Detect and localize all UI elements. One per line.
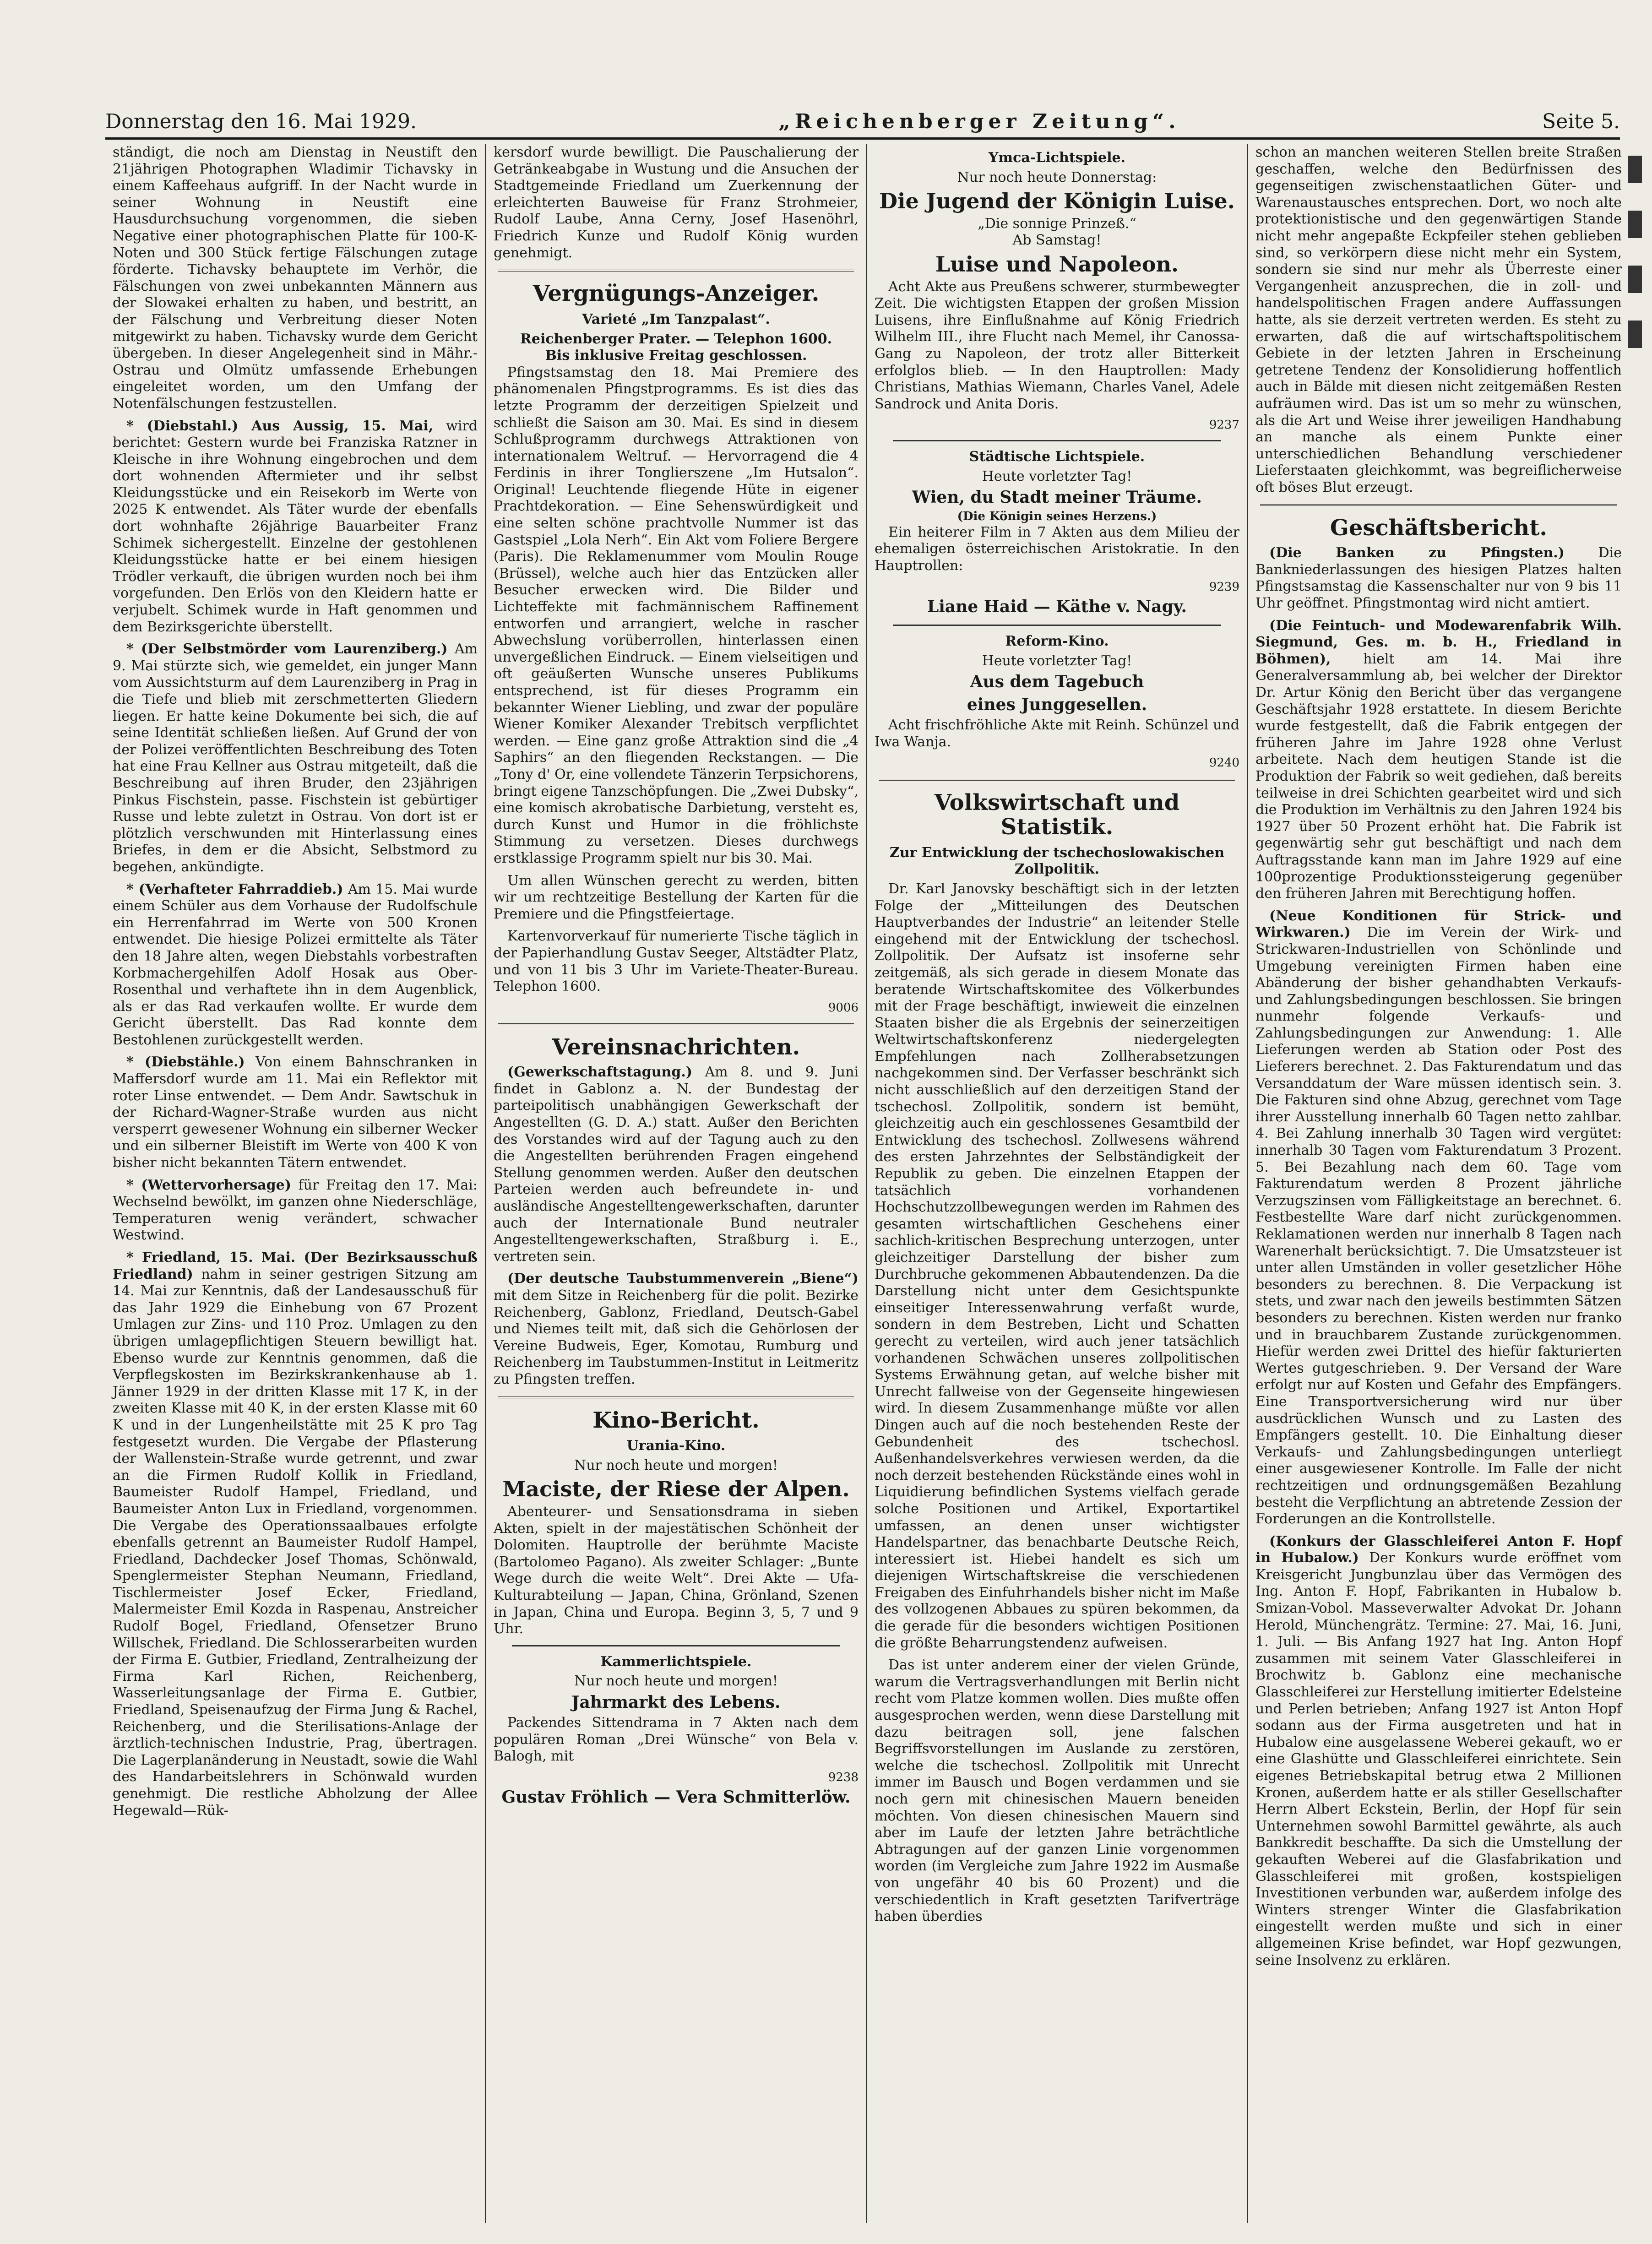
section-heading-associations: Vereinsnachrichten. xyxy=(552,1034,800,1060)
article-lead: (Konkurs der Glasschleiferei Anton F. Hopf in Hubalow.) xyxy=(1255,1533,1622,1566)
article-banks-pentecost xyxy=(1255,545,1622,612)
film-title-tagebuch-2: eines Junggesellen. xyxy=(967,695,1147,715)
article-customs-cont: schon an manchen weiteren Stellen breite Straßen geschaffen, welche den Bedürfnissen des gegenseitigen zwischenstaatlichen Güter- und Warenaustausches entsprechen. Dort, wo noch alte protektionistische und den gegenwärtigen Stande nicht mehr angepaßte Eckpfeiler stehen geblieben sind, so verkörpern diese nicht mehr ein System, sondern sie sind nur mehr als Überreste einer Vergangenheit anzusprechen, die in zoll- und handelspolitischen Fragen andere Auffassungen hatte, als sie derzeit vertreten werden. Es steht zu erwarten, daß die auf wirtschaftspolitischem Gebiete in der letzten Jahren in Erscheinung getretene Tendenz der Konsolidierung hoffentlich auch in Bälde mit diesen nicht zeitgemäßen Resten aufräumen wird. Das ist um so mehr zu wünschen, als die Art und Weise ihrer jeweiligen Handhabung an manche als einem Punkte einer unterschiedlichen Behandlung verschiedener Lieferstaaten gleichkommt, was begreiflicherweise oft böses Blut erzeugt. xyxy=(1255,144,1622,495)
article-suicide-laurenziberg xyxy=(113,641,478,875)
cinema-name-kammer: Kammerlichtspiele. xyxy=(600,1653,752,1670)
section-heading-business: Geschäftsbericht. xyxy=(1330,515,1548,541)
film-description: Acht Akte aus Preußens schwerer, sturmbewegter Zeit. Die wichtigsten Etappen der großen Mission Luisens, ihre Einflußnahme auf König Friedrich Wilhelm III., ihre Flucht nach Memel, ihr Canossa-Gang zu Napoleon, der trotz aller Bitterkeit erfolglos blieb. — In den Hauptrollen: Mady Christians, Mathias Wiemann, Charles Vanel, Adele Sandrock und Anita Doris. xyxy=(875,278,1239,412)
article-body: für Freitag den 17. Mai: Wechselnd bewölkt, im ganzen ohne Niederschläge, Temperaturen wenig verändert, schwacher Westwind. xyxy=(113,1177,478,1244)
article-thefts xyxy=(113,1054,478,1171)
article-body: mit dem Sitze in Reichenberg für die polit. Bezirke Reichenberg, Gablonz, Friedland, Deutsch-Gabel und Niemes teilt mit, daß sich die Gehörlosen der Vereine Budweis, Eger, Komotau, Rumburg und Reichenberg im Taubstummen-Institut in Leitmeritz zu Pfingsten treffen. xyxy=(494,1287,859,1387)
margin-mark xyxy=(1628,211,1642,238)
ad-rule xyxy=(512,1645,840,1646)
cinema-schedule: Ab Samstag! xyxy=(1012,232,1102,249)
variety-program: Pfingstsamstag den 18. Mai Premiere des phänomenalen Pfingstprogramms. Es ist dies das letzte Programm der derzeitigen Spielzeit und schließt die Saison am 30. Mai. Es sind in diesem Schlußprogramm durchwegs Attraktionen von internationalem Weltruf. — Hervorragend die 4 Ferdinis in ihrer Tonglierszene „Im Hutsalon“. Original! Leuchtende fliegende Hüte in eigener Prachtdekoration. — Eine Sehenswürdigkeit und eine selten schöne prachtvolle Nummer ist das Gastspiel „Lola Nerh“. Ein Akt vom Foliere Bergere (Paris). Die Reklamenummer vom Moulin Rouge (Brüssel), welche auch hier das Entzücken aller Besucher erwecken wird. Die Bilder und Lichteffekte mit fachmännischem Raffinement entworfen und arrangiert, welche in rascher Abwechslung vorüberrollen, hinterlassen einen unvergeßlichen Eindruck. — Einem vielseitigen und oft geäußerten Wunsche unseres Publikums entsprechend, ist für dieses Programm ein bekannter Wiener Liebling, und zwar der populäre Wiener Komiker Alexander Trebitsch verpflichtet werden. — Eine ganz große Attraktion sind die „4 Saphirs“ an den fliegenden Reckstangen. — Die „Tony d' Or, eine vollendete Tänzerin Terpsichorens, bringt eigene Tanzschöpfungen. Die „Zwei Dubsky“, eine komisch akrobatische Darbietung, versteht es, durch Kunst und Humor in die fröhlichste Stimmung zu versetzen. Dieses durchwegs erstklassige Programm spielt nur bis 30. Mai. xyxy=(494,364,859,866)
film-title-wien: Wien, du Stadt meiner Träume. xyxy=(912,488,1202,507)
article-knitwear-conditions xyxy=(1255,908,1622,1528)
section-heading-economy: Volkswirtschaft und Statistik. xyxy=(934,790,1180,840)
film-title-maciste: Maciste, der Riese der Alpen. xyxy=(502,1477,850,1502)
cinema-name-reform: Reform-Kino. xyxy=(1005,633,1109,650)
header-rule xyxy=(105,137,1620,140)
cinema-schedule: Heute vorletzter Tag! xyxy=(982,652,1132,669)
article-body: Von einem Bahnschranken in Maffersdorf wurde am 11. Mai ein Reflektor mit roter Linse entwendet. — Dem Andr. Sawtschuk in der Richard-Wagner-Straße wurden aus nicht versperrt gewesener Wohnung ein silberner Wecker und ein silberner Bleistift im Werte von 400 K von bisher nicht bekannten Tätern entwendet. xyxy=(113,1054,478,1171)
column-2 xyxy=(486,144,867,2223)
article-lead: * (Diebstähle.) xyxy=(126,1054,245,1070)
article-bicycle-thief xyxy=(113,881,478,1049)
section-rule xyxy=(498,1396,854,1398)
ad-number: 9006 xyxy=(828,1000,859,1015)
film-stars: Liane Haid — Käthe v. Nagy. xyxy=(927,597,1187,617)
cinema-name-urania: Urania-Kino. xyxy=(626,1438,726,1454)
article-body: hielt am 14. Mai ihre Generalversammlung ab, bei welcher der Direktor Dr. Artur König den Bericht über das vergangene Geschäftsjahr 1928 erstattete. In diesem Berichte wurde festgestellt, daß die Fabrik entgegen der früheren Jahre im Jahre 1928 ohne Verlust arbeitete. Nach dem heutigen Stande ist die Produktion der Fabrik so weit gediehen, daß bereits teilweise in drei Schichten gearbeitet wird und sich die Produktion im Verhältnis zu den Jahren 1924 bis 1927 über 50 Prozent erhöht hat. Die Fabrik ist gegenwärtig sehr gut beschäftigt und nach dem Auftragsstande kann man im Jahre 1929 auf eine 100prozentige Produktionssteigerung gegenüber den früheren Jahren mit Berechtigung hoffen. xyxy=(1255,651,1622,902)
article-customs-policy: Dr. Karl Janovsky beschäftigt sich in der letzten Folge der „Mitteilungen des Deutschen Hauptverbandes der Industrie“ an leitender Stelle eingehend mit der Entwicklung der tschechosl. Zollpolitik. Der Aufsatz ist insoferne sehr zeitgemäß, als sich gerade in diesem Monate das beratende Wirtschaftskomitee des Völkerbundes mit der Frage beschäftigt, inwieweit die einzelnen Staaten bisher die als Ergebnis der seinerzeitigen Weltwirtschaftskonferenz niedergelegten Empfehlungen nach Zollherabsetzungen nachgekommen sind. Der Verfasser beschränkt sich nicht ausschließlich auf den derzeitigen Stand der tschechosl. Zollpolitik, sondern ist bemüht, gleichzeitig auch ein geschlossenes Gesamtbild der Entwicklung des tschechosl. Zollwesens während des ersten Jahrzehntes der Selbständigkeit der Republik zu geben. Die einzelnen Etappen der tatsächlich vorhandenen Hochschutzzollbewegungen werden im Rahmen des gesamten wirtschaftlichen Geschehens einer sachlich-kritischen Besprechung unterzogen, unter gleichzeitiger Darstellung der bisher zum Durchbruche gekommenen Abbautendenzen. Da die Darstellung nicht unter dem Gesichtspunkte einseitiger Interessenwahrung verfaßt wurde, sondern in dem Bestreben, Licht und Schatten gerecht zu verteilen, wird auch jener tatsächlich vorhandenen Schwächen unseres zollpolitischen Systems Erwähnung getan, auf welche bisher mit Unrecht fallweise von der Gegenseite hingewiesen wird. In diesem Zusammenhange müßte vor allen Dingen auch auf die noch bestehenden Reste der Gebundenheit des tschechosl. Außenhandelsverkehres verwiesen werden, da die noch derzeit bestehenden Rückstände eines wohl in Liquidierung befindlichen Systems vielfach gerade solche Positionen und Artikel, Exportartikel umfassen, an denen unser wichtigster Handelspartner, das benachbarte Deutsche Reich, interessiert ist. Hiebei handelt es sich um diejenigen Wirtschaftskreise die verschiedenen Freigaben des Einfuhrhandels bisher nicht im Maße des vollzogenen Abbaues zu spüren bekommen, da die gerade für die besonders wichtigen Positionen die größte Beharrungstendenz aufweisen. xyxy=(875,880,1239,1651)
section-rule xyxy=(1260,504,1617,506)
cinema-schedule: Nur noch heute und morgen! xyxy=(574,1457,778,1473)
article-friedland-committee xyxy=(113,1250,478,1819)
article-heading-customs: Zur Entwicklung der tschechoslowakischen Zollpolitik. xyxy=(889,844,1225,878)
article-lead: (Der deutsche Taubstummenverein „Biene“) xyxy=(507,1271,859,1287)
ad-number: 9239 xyxy=(1209,580,1239,594)
column-3 xyxy=(867,144,1248,2223)
article-body: Die im Verein der Wirk- und Strickwaren-Industriellen von Schönlinde und Umgebung vereinigten Firmen haben eine Abänderung der bisher gehandhabten Verkaufs- und Zahlungsbedingungen beschlossen. Sie bringen nunmehr folgende Verkaufs- und Zahlungsbedingungen zur Anwendung: 1. Alle Lieferungen werden ab Station oder Post des Lieferers berechnet. 2. Das Fakturendatum und das Versanddatum der Ware müssen identisch sein. 3. Die Fakturen sind ohne Abzug, gerechnet vom Tage ihrer Ausstellung innerhalb 60 Tagen netto zahlbar. 4. Bei Zahlung innerhalb 30 Tagen wird vergütet: innerhalb 30 Tagen vom Fakturendatum 3 Prozent. 5. Bei Bezahlung nach dem 60. Tage vom Fakturendatum werden 8 Prozent jährliche Verzugszinsen vom Fälligkeitstage an berechnet. 6. Festbestellte Ware darf nicht zurückgenommen. Reklamationen werden nur innerhalb 8 Tagen nach Warenerhalt berücksichtigt. 7. Die Umsatzsteuer ist unter allen Umständen in voller gesetzlicher Höhe besonders zu berechnen. 8. Die Verpackung ist stets, und zwar nach den jeweils bestimmten Sätzen besonders zu berechnen. Kisten werden nur franko und in brauchbarem Zustande zurückgenommen. Hiefür werden zwei Drittel des hiefür fakturierten Wertes gutgeschrieben. 9. Der Versand der Ware erfolgt nur auf Kosten und Gefahr des Empfängers. Eine Transportversicherung wird nur über ausdrücklichen Wunsch und zu Lasten des Empfängers gestellt. 10. Die Einhaltung dieser Verkaufs- und Zahlungsbedingungen unterliegt einer ausgewiesener Kontrolle. Im Falle der nicht rechtzeitigen und ordnungsgemäßen Bezahlung besteht die Verpflichtung an abtretende Zession der Forderungen an die Kontrollstelle. xyxy=(1255,924,1622,1527)
article-lead: * (Der Selbstmörder vom Laurenziberg.) xyxy=(126,641,448,657)
article-theft-aussig xyxy=(113,418,478,636)
margin-mark xyxy=(1628,321,1642,348)
article-counterfeit-cont: ständigt, die noch am Dienstag in Neustift den 21jährigen Photographen Wladimir Tichavsky in einem Kaffeehaus aufgriff. In der Nacht wurde in seiner Wohnung in Neustift eine Hausdurchsuchung vorgenommen, die sieben Negative einer photographischen Platte für 100-K-Noten und 300 Stück fertige Fälschungen zutage förderte. Tichavsky behauptete im Verhör, die Fälschungen von zwei unbekannten Männern aus der Slowakei erhalten zu haben, und bestritt, an der Fälschung und Verbreitung dieser Noten mitgewirkt zu haben. Tichavsky wurde dem Gericht übergeben. In dieser Angelegenheit sind in Mähr.-Ostrau und Olmütz umfassende Erhebungen eingeleitet worden, um den Umfang der Notenfälschungen festzustellen. xyxy=(113,144,478,412)
article-body: Am 9. Mai stürzte sich, wie gemeldet, ein junger Mann vom Aussichtsturm auf dem Laurenziberg in Prag in die Tiefe und blieb mit zerschmetterten Gliedern liegen. Er hatte keine Dokumente bei sich, die auf seine Identität schließen ließen. Auf Grund der von der Polizei veröffentlichten Beschreibung des Toten hat eine Frau Kellner aus Ostrau mitgeteilt, daß die Beschreibung auf ihren Bruder, den 23jährigen Pinkus Fischstein, passe. Fischstein ist gebürtiger Russe und lebte zuletzt in Ostrau. Von dort ist er plötzlich verschwunden mit Hinterlassung eines Briefes, in dem er die Absicht, Selbstmord zu begehen, ankündigte. xyxy=(113,641,478,875)
film-title-jahrmarkt: Jahrmarkt des Lebens. xyxy=(571,1693,781,1712)
film-description: Packendes Sittendrama in 7 Akten nach dem populären Roman „Drei Wünsche“ von Bela v. Balogh, mit xyxy=(494,1714,859,1765)
section-rule xyxy=(498,270,854,272)
film-stars: Gustav Fröhlich — Vera Schmitterlöw. xyxy=(501,1788,851,1807)
article-body: nahm in seiner gestrigen Sitzung am 14. Mai zur Kenntnis, daß der Landesausschuß für das Jahr 1929 die Einhebung von 67 Prozent Umlagen zur Zins- und 110 Proz. Umlagen zu den übrigen umlagepflichtigen Steuern bewilligt hat. Ebenso wurde zur Kenntnis genommen, daß die Verpflegskosten im Bezirkskrankenhause ab 1. Jänner 1929 in der dritten Klasse mit 17 K, in der zweiten Klasse mit 40 K, in der ersten Klasse mit 60 K und in der Lungenheilstätte mit 25 K pro Tag festgesetzt wurden. Die Vergabe der Pflasterung der Wallenstein-Straße wurde getrennt, und zwar an die Firmen Rudolf Kollik in Friedland, Baumeister Rudolf Hampel, Friedland, und Baumeister Anton Lux in Friedland, vorgenommen. Die Vergabe des Operationssaalbaues erfolgte ebenfalls getrennt an Baumeister Rudolf Hampel, Friedland, Dachdecker Josef Thomas, Schönwald, Spenglermeister Stephan Neumann, Friedland, Tischlermeister Josef Ecker, Friedland, Malermeister Emil Kozda in Raspenau, Anstreicher Rudolf Bogel, Friedland, Ofensetzer Bruno Willschek, Friedland. Die Schlosserarbeiten wurden der Firma E. Gutbier, Friedland, Zentralheizung der Firma Karl Richen, Reichenberg, Wasserleitungsanlage der Firma E. Gutbier, Friedland, Speisenaufzug der Firma Jung & Rachel, Reichenberg, und die Sterilisations-Anlage der ärztlich-technischen Industrie, Prag, übertragen. Die Lagerplanänderung in Neustadt, sowie die Wahl des Handarbeitslehrers in Schönwald wurden genehmigt. Die restliche Abholzung der Allee Hegewald—Rük- xyxy=(113,1266,478,1819)
article-weather xyxy=(113,1177,478,1244)
cinema-name-ymca: Ymca-Lichtspiele. xyxy=(988,150,1126,166)
film-subtitle: (Die Königin seines Herzens.) xyxy=(957,510,1157,524)
article-body: Am 15. Mai wurde einem Schüler aus dem Vorhause der Rudolfschule ein Herrenfahrrad im Werte von 500 Kronen entwendet. Die hiesige Polizei ermittelte als Täter den 18 Jahre alten, wegen Diebstahls vorbestraften Korbmachergehilfen Adolf Hosak aus Ober-Rosenthal und verhaftete ihn in dem Augenblick, als er das Rad verkaufen wollte. Er wurde dem Gericht überstellt. Das Rad konnte dem Bestohlenen zurückgestellt werden. xyxy=(113,881,478,1048)
ad-number: 9238 xyxy=(828,1770,859,1784)
ad-rule xyxy=(893,625,1221,626)
cinema-name-staedtische: Städtische Lichtspiele. xyxy=(969,449,1145,465)
column-1 xyxy=(105,144,486,2223)
film-description: Acht frischfröhliche Akte mit Reinh. Schünzel und Iwa Wanja. xyxy=(875,717,1239,750)
article-lead: (Neue Konditionen für Strick- und Wirkwaren.) xyxy=(1255,907,1622,941)
column-4 xyxy=(1248,144,1629,2223)
article-siegmund-factory xyxy=(1255,618,1622,902)
article-lead: (Die Feintuch- und Modewarenfabrik Wilh. Siegmund, Ges. m. b. H., Friedland in Böhmen), xyxy=(1255,617,1622,667)
article-friedland-cont: kersdorf wurde bewilligt. Die Pauschalierung der Getränkeabgabe in Wustung und die Ansuchen der Stadtgemeinde Friedland um Zuerkennung der erleichterten Bauweise für Franz Strohmeier, Rudolf Laube, Anna Cerny, Josef Hasenöhrl, Friedrich Kunze und Rudolf König wurden genehmigt. xyxy=(494,144,859,261)
header-date: Donnerstag den 16. Mai 1929. xyxy=(105,110,417,133)
film-description: Abenteurer- und Sensationsdrama in sieben Akten, spielt in der majestätischen Schönheit der Dolomiten. Hauptrolle der berühmte Maciste (Bartolomeo Pagano). Als zweiter Schlager: „Bunte Wege durch die weite Welt“. Drei Akte — Ufa-Kulturabteilung — Japan, China, Grönland, Szenen in Japan, China und Europa. Beginn 3, 5, 7 und 9 Uhr. xyxy=(494,1504,859,1637)
section-heading-entertainment: Vergnügungs-Anzeiger. xyxy=(533,281,820,307)
film-subtitle: „Die sonnige Prinzeß.“ xyxy=(978,215,1136,232)
variety-heading: Varieté „Im Tanzpalast“. xyxy=(582,311,770,327)
variety-reservation: Um allen Wünschen gerecht zu werden, bitten wir um rechtzeitige Bestellung der Karten für die Premiere und die Pfingstfeiertage. xyxy=(494,872,859,922)
article-body: Die Bankniederlassungen des hiesigen Platzes halten Pfingstsamstag die Kassenschalter nur von 9 bis 11 Uhr geöffnet. Pfingstmontag wird nicht amtiert. xyxy=(1255,545,1622,612)
article-lead: * (Verhafteter Fahrraddieb.) xyxy=(126,881,343,897)
ad-number: 9240 xyxy=(1209,756,1239,770)
variety-location: Reichenberger Prater. — Telephon 1600. xyxy=(520,331,832,347)
variety-closed-notice: Bis inklusive Freitag geschlossen. xyxy=(545,348,807,364)
article-body: Der Konkurs wurde eröffnet vom Kreisgericht Jungbunzlau über das Vermögen des Ing. Anton F. Hopf, Fabrikanten in Hubalow b. Smizan-Vobol. Masseverwalter Advokat Dr. Johann Herold, Münchengrätz. Termine: 27. Mai, 16. Juni, 1. Juli. — Bis Anfang 1927 hat Ing. Anton Hopf zusammen mit seinem Vater Glasschleiferei in Brochwitz b. Gablonz eine mechanische Glasschleiferei zur Herstellung imitierter Edelsteine und Perlen betrieben; Anfang 1927 ist Anton Hopf sodann aus der Firma ausgetreten und hat in Hubalow eine ausgelassene Weberei gekauft, wo er eine Glashütte und Glasschleiferei einrichtete. Sein eigenes Betriebskapital betrug etwa 2 Millionen Kronen, außerdem hatte er als stiller Gesellschafter Herrn Albert Eckstein, Berlin, der Hopf für sein Unternehmen sowohl Barmittel gewährte, als auch Bankkredit beschaffte. Da sich die Umstellung der gekauften Weberei auf die Glasfabrikation und Glasschleiferei mit großen, kostspieligen Investitionen verbunden war, außerdem infolge des Winters strenger Winter die Glasfabrikation eingestellt werden mußte und sich in einer allgemeinen Krise befindet, war Hopf gezwungen, seine Insolvenz zu erklären. xyxy=(1255,1550,1622,1968)
article-lead: * (Diebstahl.) Aus Aussig, 15. Mai, xyxy=(126,418,434,434)
cinema-schedule: Heute vorletzter Tag! xyxy=(982,468,1132,484)
section-heading-cinema: Kino-Bericht. xyxy=(592,1407,760,1433)
header-newspaper-title: „Reichenberger Zeitung“. xyxy=(778,110,1180,133)
article-lead: * (Wettervorhersage) xyxy=(126,1177,291,1193)
margin-mark xyxy=(1628,156,1642,183)
film-title-napoleon: Luise und Napoleon. xyxy=(935,251,1179,277)
section-rule xyxy=(879,779,1235,781)
film-description: Ein heiterer Film in 7 Akten aus dem Milieu der ehemaligen österreichischen Aristokratie. In den Hauptrollen: xyxy=(875,524,1239,574)
header-page-number: Seite 5. xyxy=(1542,110,1620,133)
article-hopf-bankruptcy xyxy=(1255,1533,1622,1969)
article-body: wird berichtet: Gestern wurde bei Franziska Ratzner in Kleische in ihre Wohnung eingebrochen und dem dort wohnenden Aftermieter und ihr selbst Kleidungsstücke und ein Reisekorb im Werte von 2025 K entwendet. Als Täter wurde der ebenfalls dort wohnhafte 26jährige Bauarbeiter Franz Schimek sichergestellt. Einzelne der gestohlenen Kleidungsstücke hatte er bei einem hiesigen Trödler verkauft, die übrigen wurden noch bei ihm vorgefunden. Den Erlös von den Kleidern hatte er verjubelt. Schimek wurde in Haft genommen und dem Bezirksgerichte überstellt. xyxy=(113,418,478,635)
ad-rule xyxy=(893,440,1221,441)
variety-presale: Kartenvorverkauf für numerierte Tische täglich in der Papierhandlung Gustav Seeger, Altstädter Platz, und von 11 bis 3 Uhr im Variete-Theater-Bureau. Telephon 1600. xyxy=(494,928,859,995)
film-title-luise: Die Jugend der Königin Luise. xyxy=(879,189,1235,214)
film-title-tagebuch: Aus dem Tagebuch xyxy=(970,672,1144,692)
article-lead: * Friedland, 15. Mai. (Der Bezirksausschuß Friedland) xyxy=(113,1250,478,1282)
article-deaf-association xyxy=(494,1271,859,1388)
margin-mark xyxy=(1628,266,1642,293)
article-union-meeting xyxy=(494,1064,859,1265)
article-body: Am 8. und 9. Juni findet in Gablonz a. N. der Bundestag der parteipolitisch unabhängigen Gewerkschaft der Angestellten (G. D. A.) statt. Außer den Berichten des Vorstandes wird auf der Tagung auch zu den die Angestellten berührenden Fragen eingehend Stellung genommen werden. Außer den deutschen Parteien werden auch befreundete in- und ausländische Angestelltengewerkschaften, darunter auch der Internationale Bund neutraler Angestelltengewerkschaften, Straßburg i. E., vertreten sein. xyxy=(494,1064,859,1265)
columns xyxy=(105,144,1630,2223)
article-lead: (Die Banken zu Pfingsten.) xyxy=(1269,545,1565,561)
cinema-schedule: Nur noch heute und morgen! xyxy=(574,1673,778,1690)
section-rule xyxy=(498,1023,854,1025)
article-customs-policy-2: Das ist unter anderem einer der vielen Gründe, warum die Vertragsverhandlungen mit Berlin nicht recht vom Platze kommen wollen. Dies mußte offen ausgesprochen werden, wenn diese Darstellung mit dazu beitragen soll, jene falschen Begriffsvorstellungen im Auslande zu zerstören, welche die tschechosl. Zollpolitik mit Unrecht immer im Bausch und Bogen verdammen und sie noch gern mit chinesischen Mauern beneiden möchten. Von diesen chinesischen Mauern sind aber im Laufe der letzten Jahre beträchtliche Abtragungen auf der ganzen Linie vorgenommen worden (im Vergleiche zum Jahre 1922 im Ausmaße von ungefähr 40 bis 60 Prozent) und die verschiedentlich in Kraft gesetzten Tarifverträge haben überdies xyxy=(875,1657,1239,1925)
cinema-schedule: Nur noch heute Donnerstag: xyxy=(957,169,1157,185)
article-lead: (Gewerkschaftstagung.) xyxy=(507,1064,692,1081)
ad-number: 9237 xyxy=(1209,418,1239,432)
page-header xyxy=(105,100,1620,132)
